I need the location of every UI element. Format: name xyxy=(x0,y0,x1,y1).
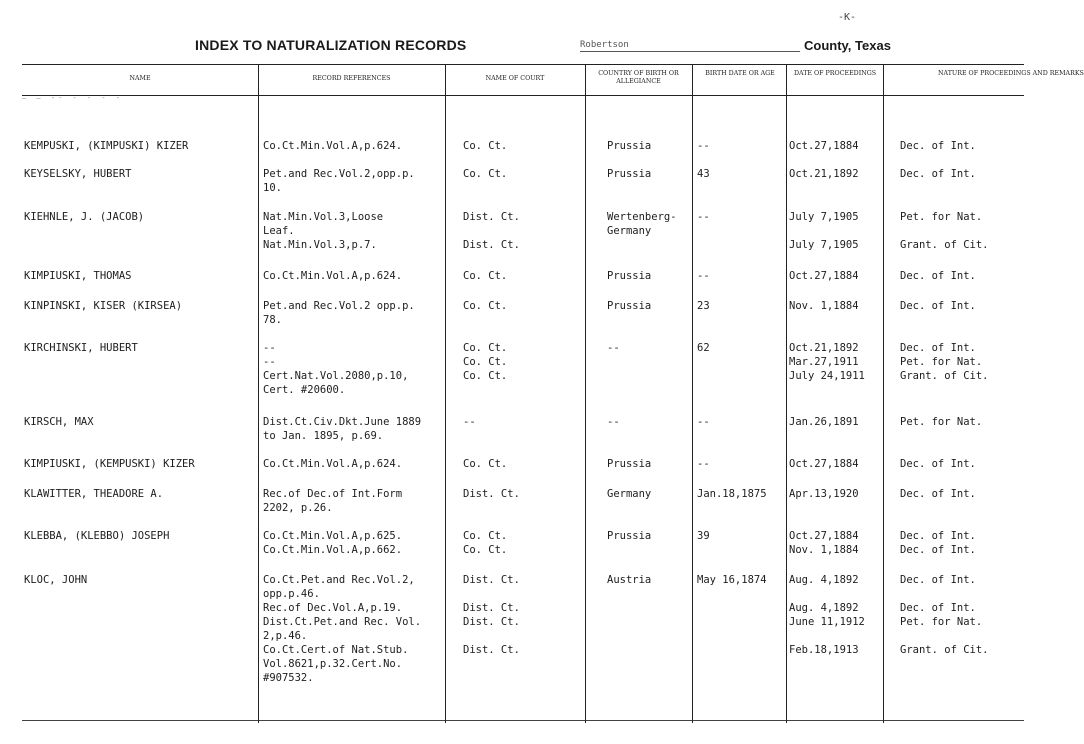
cell-country: Prussia xyxy=(607,168,652,180)
cell-nature: Dec. of Int. Dec. of Int. xyxy=(900,530,976,556)
cell-birth: -- xyxy=(697,416,710,428)
column-header-record: RECORD REFERENCES xyxy=(312,75,391,82)
cell-record: Co.Ct.Min.Vol.A,p.625. Co.Ct.Min.Vol.A,p.662. xyxy=(263,530,403,556)
cell-nature: Dec. of Int. Pet. for Nat. Grant. of Cit. xyxy=(900,342,989,382)
cell-nature: Pet. for Nat. Grant. of Cit. xyxy=(900,211,989,251)
cell-date: Oct.21,1892 Mar.27,1911 July 24,1911 xyxy=(789,342,865,382)
cell-name: KLOC, JOHN xyxy=(24,574,88,586)
column-header-name: NAME xyxy=(129,75,151,82)
cell-name: KEMPUSKI, (KIMPUSKI) KIZER xyxy=(24,140,189,152)
cell-name: KEYSELSKY, HUBERT xyxy=(24,168,132,180)
county-label: County, Texas xyxy=(804,38,891,53)
cell-date: Oct.27,1884 Nov. 1,1884 xyxy=(789,530,859,556)
cell-nature: Pet. for Nat. xyxy=(900,416,983,428)
cell-court: Co. Ct. Co. Ct. xyxy=(463,530,508,556)
cell-record: -- -- Cert.Nat.Vol.2080,p.10, Cert. #20600. xyxy=(263,342,409,396)
cell-nature: Dec. of Int. xyxy=(900,168,976,180)
cell-date: Nov. 1,1884 xyxy=(789,300,859,312)
cell-birth: 62 xyxy=(697,342,710,354)
cell-court: Co. Ct. xyxy=(463,300,508,312)
cell-birth: -- xyxy=(697,140,710,152)
cell-date: Jan.26,1891 xyxy=(789,416,859,428)
cell-name: KLAWITTER, THEADORE A. xyxy=(24,488,164,500)
cell-date: Aug. 4,1892 Aug. 4,1892 June 11,1912 Feb.18,1913 xyxy=(789,574,865,656)
column-header-date: DATE OF PROCEEDINGS xyxy=(793,70,877,77)
cell-birth: -- xyxy=(697,458,710,470)
cell-record: Pet.and Rec.Vol.2 opp.p. 78. xyxy=(263,300,415,326)
cell-record: Co.Ct.Min.Vol.A,p.624. xyxy=(263,270,403,282)
cell-birth: 23 xyxy=(697,300,710,312)
cell-nature: Dec. of Int. xyxy=(900,300,976,312)
cell-court: Co. Ct. xyxy=(463,168,508,180)
cell-record: Co.Ct.Pet.and Rec.Vol.2, opp.p.46. Rec.of Dec.Vol.A,p.19. Dist.Ct.Pet.and Rec. Vol. 2,p.46. Co.Ct.Cert.of Nat.Stub. Vol.8621,p.32.Cert.No. #907532. xyxy=(263,574,422,684)
column-divider xyxy=(258,64,259,723)
cell-nature: Dec. of Int. xyxy=(900,270,976,282)
cell-country: Prussia xyxy=(607,300,652,312)
table-bottom-rule xyxy=(22,720,1024,721)
cell-nature: Dec. of Int. xyxy=(900,458,976,470)
page-mark: -K- xyxy=(838,12,857,23)
cell-name: KIRCHINSKI, HUBERT xyxy=(24,342,138,354)
cell-name: KLEBBA, (KLEBBO) JOSEPH xyxy=(24,530,170,542)
column-header-birth: BIRTH DATE OR AGE xyxy=(705,70,775,77)
column-divider xyxy=(786,64,787,723)
column-header-court: NAME OF COURT xyxy=(485,75,545,82)
document-header xyxy=(0,36,1024,58)
cell-date: Oct.27,1884 xyxy=(789,140,859,152)
cell-court: -- xyxy=(463,416,476,428)
cell-court: Co. Ct. xyxy=(463,270,508,282)
cell-country: Germany xyxy=(607,488,652,500)
cell-record: Co.Ct.Min.Vol.A,p.624. xyxy=(263,458,403,470)
cell-country: Prussia xyxy=(607,530,652,542)
column-header-nature: NATURE OF PROCEEDINGS AND REMARKS xyxy=(938,70,1084,77)
cell-court: Dist. Ct. Dist. Ct. xyxy=(463,211,520,251)
cell-date: Oct.27,1884 xyxy=(789,458,859,470)
cell-record: Rec.of Dec.of Int.Form 2202, p.26. xyxy=(263,488,403,514)
cell-birth: 43 xyxy=(697,168,710,180)
column-divider xyxy=(883,64,884,723)
cell-record: Dist.Ct.Civ.Dkt.June 1889 to Jan. 1895, p.69. xyxy=(263,416,422,442)
cell-name: KIMPIUSKI, THOMAS xyxy=(24,270,132,282)
cell-country: Austria xyxy=(607,574,652,586)
cell-country: -- xyxy=(607,416,620,428)
cell-nature: Dec. of Int. xyxy=(900,488,976,500)
column-divider xyxy=(692,64,693,723)
cell-country: Prussia xyxy=(607,140,652,152)
cell-court: Co. Ct. xyxy=(463,458,508,470)
column-divider xyxy=(445,64,446,723)
cell-date: Oct.21,1892 xyxy=(789,168,859,180)
column-divider xyxy=(585,64,586,723)
header-bottom-rule xyxy=(22,95,1024,96)
cell-record: Pet.and Rec.Vol.2,opp.p. 10. xyxy=(263,168,415,194)
cell-date: Apr.13,1920 xyxy=(789,488,859,500)
cell-court: Dist. Ct. xyxy=(463,488,520,500)
cell-court: Co. Ct. xyxy=(463,140,508,152)
cell-country: Prussia xyxy=(607,458,652,470)
document-title: INDEX TO NATURALIZATION RECORDS xyxy=(195,37,467,53)
cell-birth: May 16,1874 xyxy=(697,574,767,586)
cell-birth: Jan.18,1875 xyxy=(697,488,767,500)
cell-nature: Dec. of Int. xyxy=(900,140,976,152)
cell-date: July 7,1905 July 7,1905 xyxy=(789,211,859,251)
cell-nature: Dec. of Int. Dec. of Int. Pet. for Nat. Grant. of Cit. xyxy=(900,574,989,656)
cell-name: KIRSCH, MAX xyxy=(24,416,94,428)
column-header-country: COUNTRY OF BIRTH OR ALLEGIANCE xyxy=(598,70,679,85)
cell-birth: 39 xyxy=(697,530,710,542)
cell-name: KIMPIUSKI, (KEMPUSKI) KIZER xyxy=(24,458,195,470)
cell-birth: -- xyxy=(697,270,710,282)
cell-court: Dist. Ct. Dist. Ct. Dist. Ct. Dist. Ct. xyxy=(463,574,520,656)
county-name-field: Robertson xyxy=(580,40,800,52)
cell-record: Co.Ct.Min.Vol.A,p.624. xyxy=(263,140,403,152)
cell-name: KIEHNLE, J. (JACOB) xyxy=(24,211,145,223)
cell-court: Co. Ct. Co. Ct. Co. Ct. xyxy=(463,342,508,382)
cell-country: -- xyxy=(607,342,620,354)
cell-name: KINPINSKI, KISER (KIRSEA) xyxy=(24,300,183,312)
header-underline-marks: — — -- - - - - xyxy=(22,94,124,102)
cell-date: Oct.27,1884 xyxy=(789,270,859,282)
cell-birth: -- xyxy=(697,211,710,223)
cell-country: Prussia xyxy=(607,270,652,282)
cell-record: Nat.Min.Vol.3,Loose Leaf. Nat.Min.Vol.3,p.7. xyxy=(263,211,384,251)
cell-country: Wertenberg- Germany xyxy=(607,211,677,237)
table-top-rule xyxy=(22,64,1024,65)
